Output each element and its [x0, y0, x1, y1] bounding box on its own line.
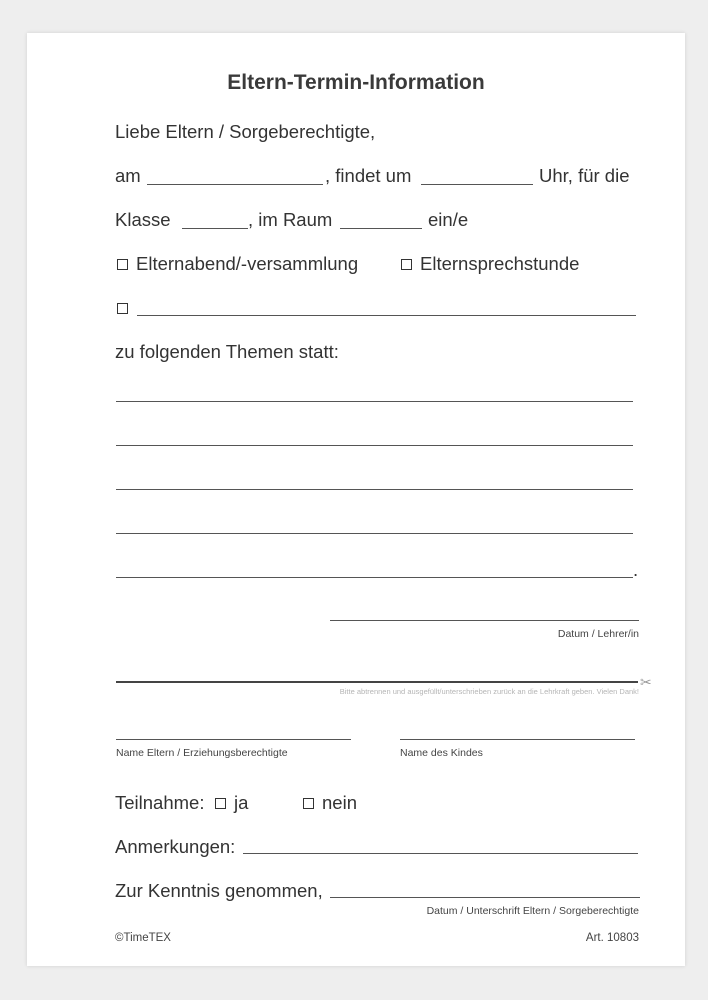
checkbox-ja[interactable] [215, 798, 226, 809]
teacher-signature-field[interactable] [330, 620, 639, 621]
other-option-field[interactable] [137, 315, 636, 316]
form-sheet [27, 33, 685, 966]
topic-line[interactable] [116, 577, 633, 578]
label-uhr: Uhr, für die [539, 165, 630, 186]
label-im-raum: , im Raum [248, 209, 333, 230]
topics-label: zu folgenden Themen statt: [115, 341, 339, 362]
scissors-icon: ✂ [640, 674, 652, 690]
topic-line[interactable] [116, 401, 633, 402]
label-ein: ein/e [428, 209, 469, 230]
topics-end-period: . [633, 559, 639, 580]
time-field[interactable] [421, 184, 533, 185]
option-elternabend-label: Elternabend/-versammlung [136, 253, 359, 274]
teilnahme-label: Teilnahme: [115, 792, 205, 813]
checkbox-nein[interactable] [303, 798, 314, 809]
article-number: Art. 10803 [585, 932, 639, 944]
cut-line [116, 681, 638, 683]
parent-signature-field[interactable] [330, 897, 640, 898]
checkbox-elternabend[interactable] [117, 259, 128, 270]
greeting: Liebe Eltern / Sorgeberechtigte, [115, 121, 376, 142]
room-field[interactable] [340, 228, 422, 229]
option-nein[interactable] [303, 792, 357, 814]
teacher-signature-label: Datum / Lehrer/in [557, 628, 639, 640]
option-other[interactable] [117, 297, 136, 319]
form-title: Eltern-Termin-Information [227, 71, 485, 94]
label-am: am [115, 165, 141, 186]
checkbox-sprechstunde[interactable] [401, 259, 412, 270]
option-nein-label: nein [322, 792, 357, 813]
parent-name-field[interactable] [116, 739, 351, 740]
cut-note: Bitte abtrennen und ausgefüllt/unterschrieben zurück an die Lehrkraft geben. Vielen Dank! [339, 687, 639, 696]
date-field[interactable] [147, 184, 323, 185]
option-ja[interactable] [215, 792, 248, 814]
child-name-label: Name des Kindes [400, 747, 483, 759]
option-elternabend[interactable] [117, 253, 358, 275]
brand-footer: ©TimeTEX [115, 932, 171, 944]
option-sprechstunde-label: Elternsprechstunde [420, 253, 580, 274]
label-klasse: Klasse [115, 209, 171, 230]
option-sprechstunde[interactable] [401, 253, 579, 275]
class-field[interactable] [182, 228, 248, 229]
topic-line[interactable] [116, 533, 633, 534]
parent-name-label: Name Eltern / Erziehungsberechtigte [116, 747, 288, 759]
topic-line[interactable] [116, 489, 633, 490]
parent-signature-label: Datum / Unterschrift Eltern / Sorgeberechtigte [426, 905, 639, 917]
kenntnis-label: Zur Kenntnis genommen, [115, 880, 323, 901]
option-ja-label: ja [234, 792, 249, 813]
anmerkungen-label: Anmerkungen: [115, 836, 236, 857]
anmerkungen-field[interactable] [243, 853, 638, 854]
label-findet-um: , findet um [325, 165, 412, 186]
child-name-field[interactable] [400, 739, 635, 740]
checkbox-other[interactable] [117, 303, 128, 314]
topic-line[interactable] [116, 445, 633, 446]
